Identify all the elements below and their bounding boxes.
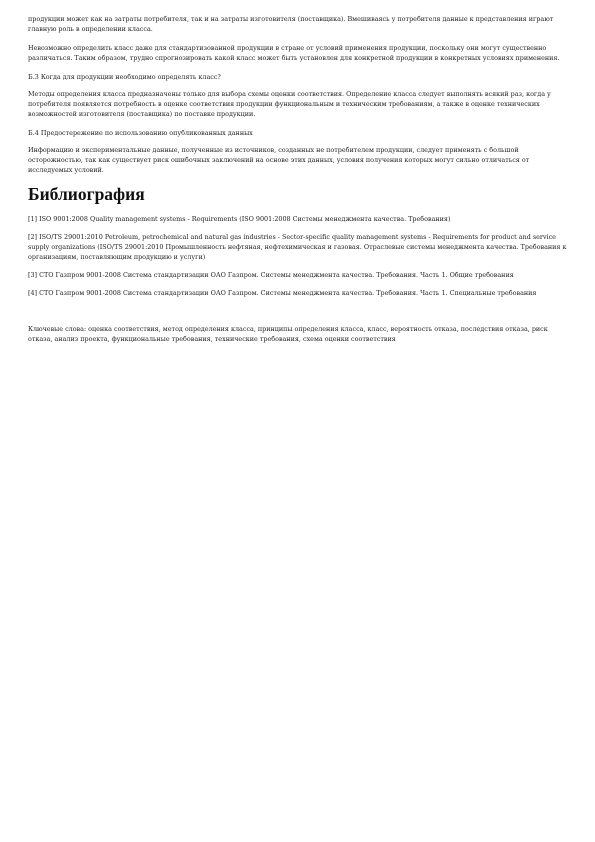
bibliography-item-4: [4] СТО Газпром 9001-2008 Система стандартизации ОАО Газпром. Системы менеджмента качества. Требования. Часть 1. Специальные требования bbox=[28, 289, 537, 297]
paragraph-class-determination: Невозможно определить класс даже для стандартизованной продукции в стране от условий применения продукции, поскольку они могут существенно различаться. Таким образом, трудно спрогнозировать какой класс может быть установлен для конкретной продукции в конкретных условиях применения. bbox=[28, 44, 560, 62]
paragraph-published-data-warning: Информацию и экспериментальные данные, полученные из источников, созданных не потребителем продукции, следует применять с большой осторожностью, так как существует риск ошибочных заключений на основе этих данных, условия получения которых могут сильно отличаться от исследуемых условий. bbox=[28, 146, 530, 174]
paragraph-intro-continued: продукции может как на затраты потребителя, так и на затраты изготовителя (поставщика). Вмешиваясь у потребителя данные к представления играют главную роль в определении класса. bbox=[28, 15, 554, 33]
document-page bbox=[28, 14, 568, 353]
subheading-b3: Б.3 Когда для продукции необходимо определять класс? bbox=[28, 73, 221, 81]
bibliography-list bbox=[28, 214, 568, 298]
bibliography-item-2: [2] ISO/TS 29001:2010 Petroleum, petrochemical and natural gas industries - Sector-specific quality management systems - Requirements for product and service supply organizations (ISO/TS 29001:2010 Промышленность нефтяная, нефтехимическая и газовая. Отраслевые системы менеджмента качества. Требования к организациям, поставляющим продукцию и услуги) bbox=[28, 233, 567, 261]
keywords-paragraph: Ключевые слова: оценка соответствия, метод определения класса, принципы определения класса, класс, вероятность отказа, последствия отказа, риск отказа, анализ проекта, функциональные требования, технические требования, схема оценки соответствия bbox=[28, 325, 548, 343]
bibliography-item-3: [3] СТО Газпром 9001-2008 Система стандартизации ОАО Газпром. Системы менеджмента качества. Требования. Часть 1. Общие требования bbox=[28, 271, 514, 279]
subheading-b4: Б.4 Предостережение по использованию опубликованных данных bbox=[28, 129, 253, 137]
bibliography-heading: Библиография bbox=[28, 184, 145, 204]
paragraph-class-methods: Методы определения класса предназначены только для выбора схемы оценки соответствия. Определение класса следует выполнять всякий раз, когда у потребителя появляется потребность в оценке соответствия продукции функциональным и техническим требованиям, а также в оценке технических возможностей изготовителя (поставщика) по поставке продукции. bbox=[28, 90, 551, 118]
bibliography-item-1: [1] ISO 9001:2008 Quality management systems - Requirements (ISO 9001:2008 Системы менеджмента качества. Требования) bbox=[28, 215, 451, 223]
